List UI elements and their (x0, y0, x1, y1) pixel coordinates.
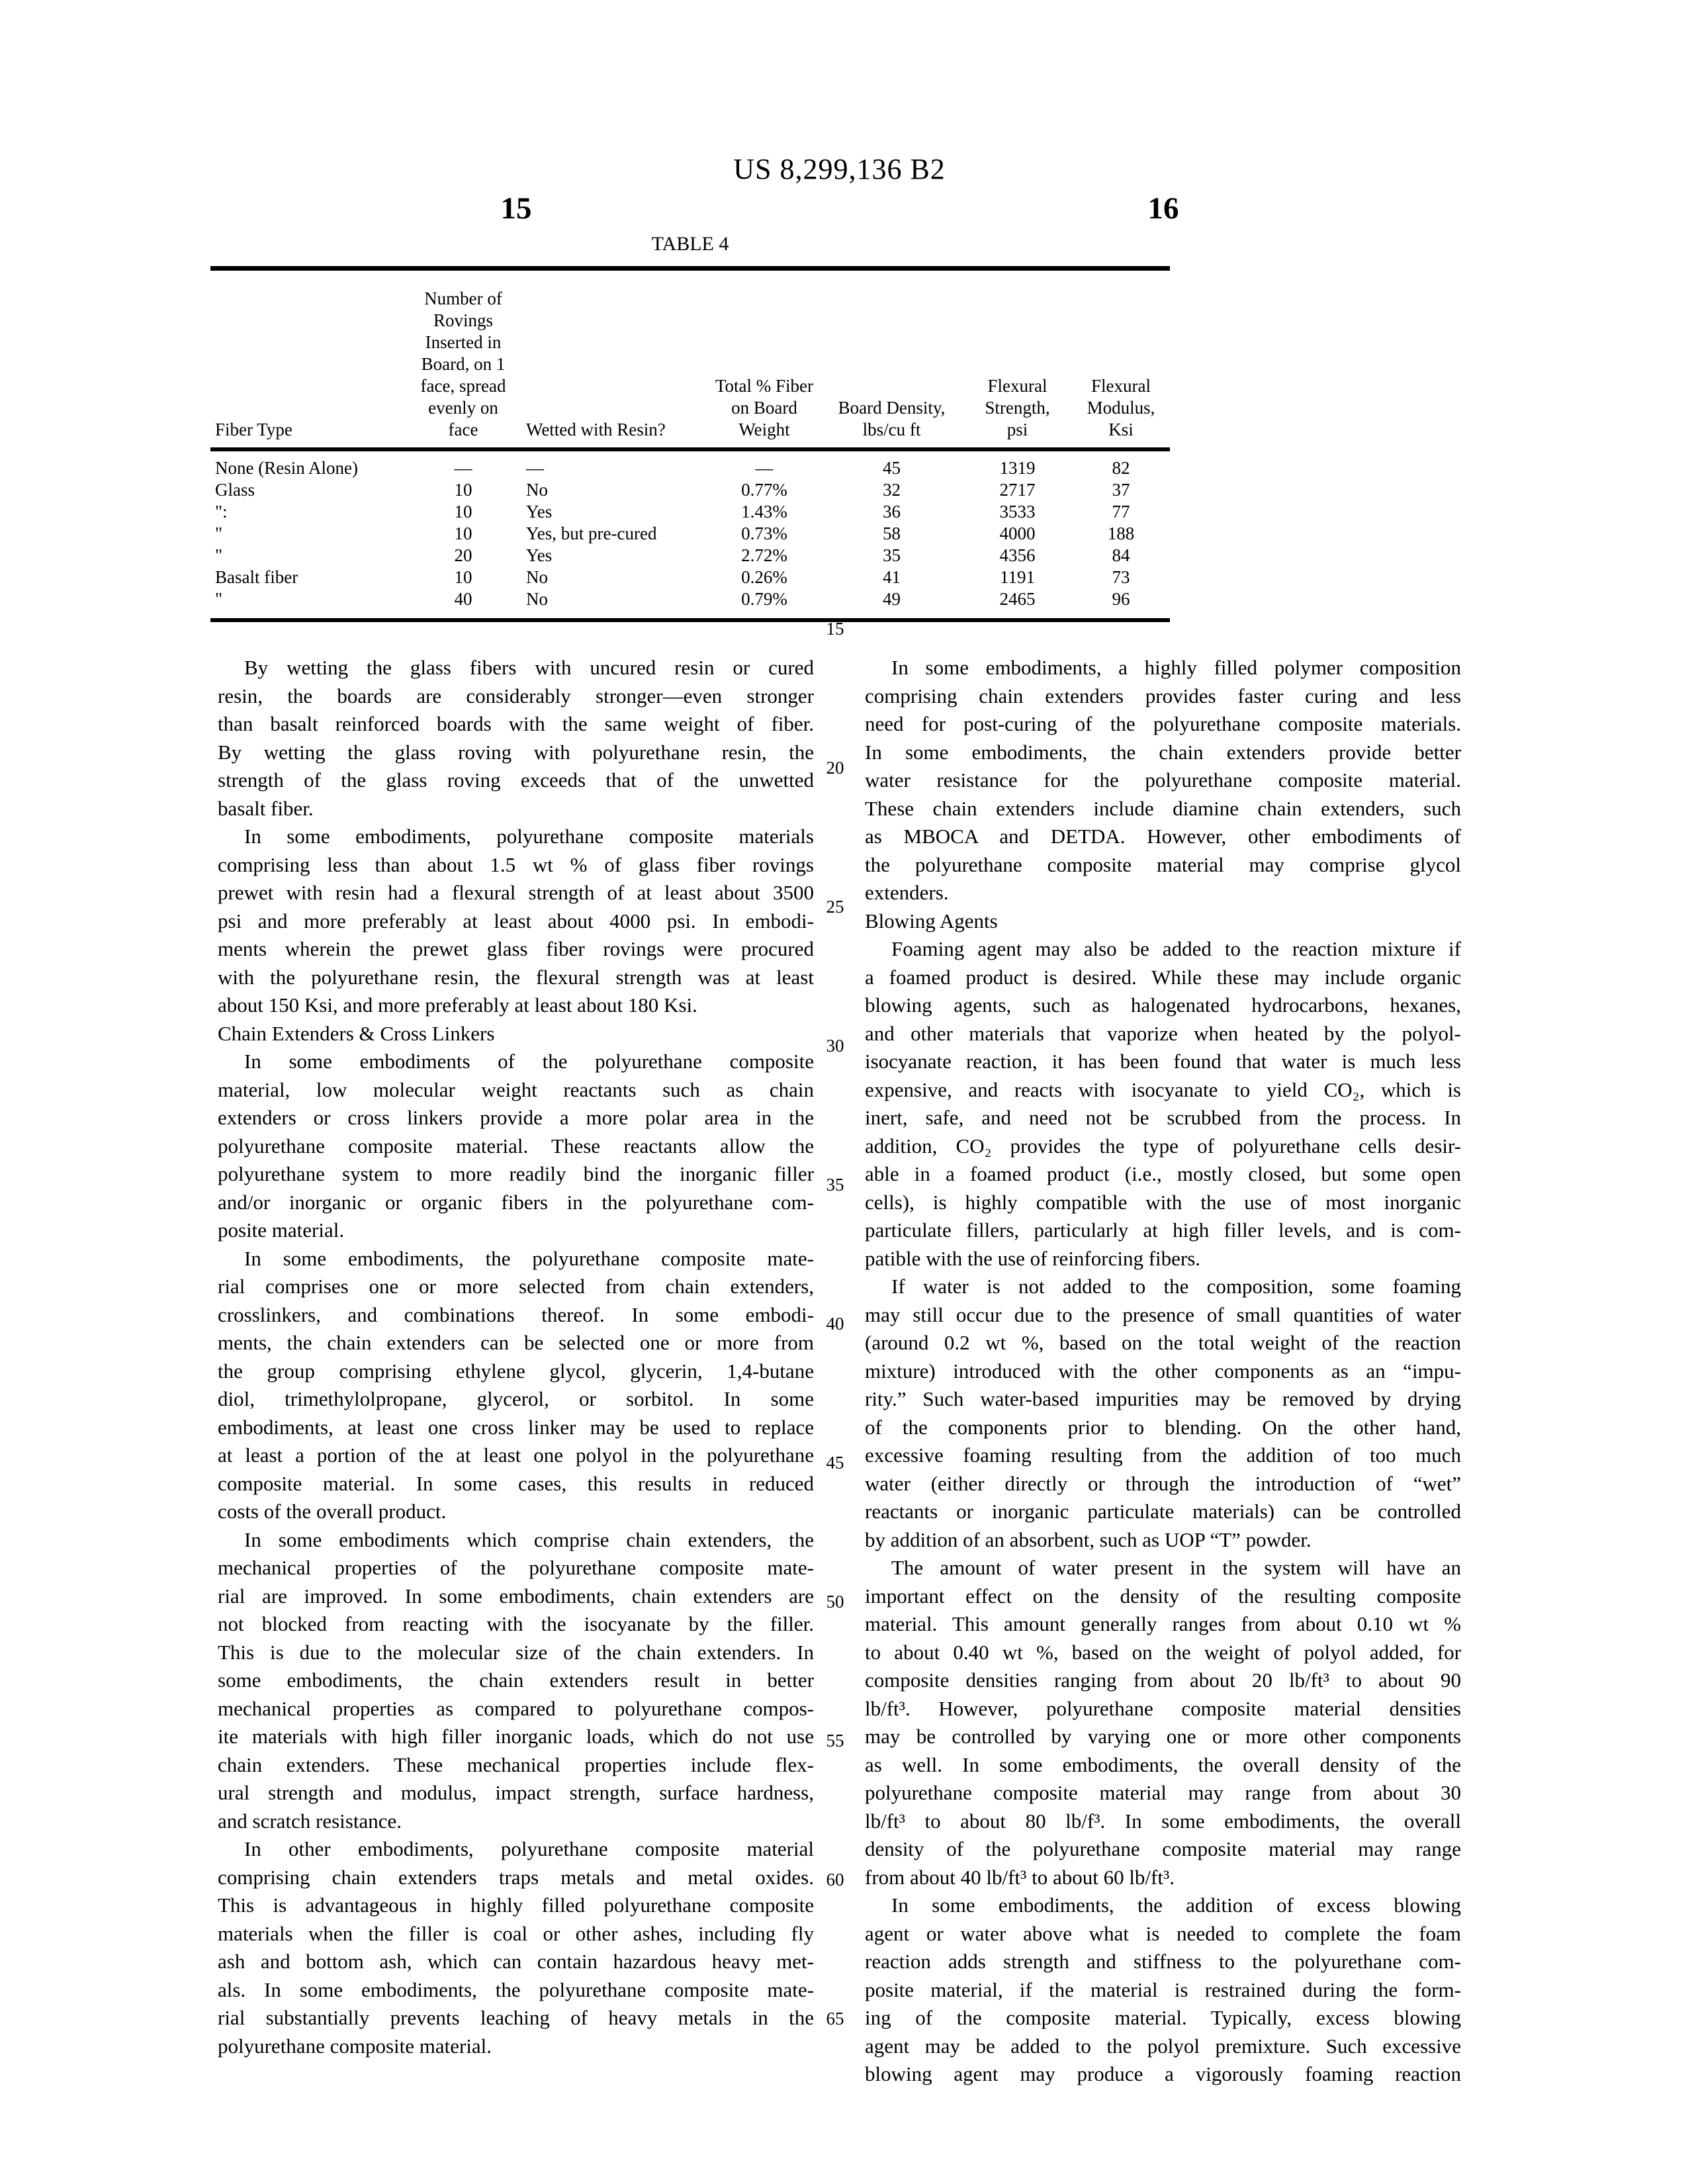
table-row (210, 567, 1170, 588)
text-line: comprising less than about 1.5 wt % of glass fiber rovings (218, 852, 814, 876)
text-line: ing of the composite material. Typically, excess blowing (865, 2006, 1461, 2029)
table-cell: 1.43% (741, 502, 787, 522)
text-line: crosslinkers, and combinations thereof. In some embodi- (218, 1302, 814, 1326)
text-line: not blocked from reacting with the isocyanate by the filler. (218, 1612, 814, 1635)
gutter-line-number: 55 (826, 1731, 844, 1751)
table-title: TABLE 4 (651, 233, 729, 255)
text-line: This is due to the molecular size of the chain extenders. In (218, 1640, 814, 1664)
text-line: costs of the overall product. (218, 1500, 447, 1523)
text-line: as well. In some embodiments, the overall density of the (865, 1752, 1461, 1776)
table-cell: — (454, 458, 472, 478)
text-line: need for post-curing of the polyurethane composite materials. (865, 712, 1461, 735)
table-cell: Yes (526, 545, 553, 565)
table-cell: No (526, 567, 548, 587)
table-cell: 32 (883, 480, 901, 500)
text-line: chain extenders. These mechanical properties include flex- (218, 1752, 814, 1776)
text-line: Chain Extenders & Cross Linkers (218, 1021, 495, 1045)
text-line: diol, trimethylolpropane, glycerol, or sorbitol. In some (218, 1387, 814, 1410)
table-cell: 96 (1112, 589, 1130, 609)
table-cell: Yes (526, 502, 553, 522)
text-line: important effect on the density of the resulting composite (865, 1584, 1461, 1608)
text-line: and other materials that vaporize when heated by the polyol- (865, 1021, 1461, 1045)
gutter-line-number: 60 (826, 1870, 844, 1889)
table-row (210, 523, 1170, 545)
table-cell: 20 (454, 545, 472, 565)
table-cell: 35 (883, 545, 901, 565)
text-line: of the components prior to blending. On the other hand, (865, 1415, 1461, 1439)
text-line: ite materials with high filler inorganic loads, which do not use (218, 1725, 814, 1748)
text-line: composite material. In some cases, this results in reduced (218, 1471, 814, 1495)
table-cell: 82 (1112, 458, 1130, 478)
table-cell: 188 (1107, 523, 1135, 543)
table-4 (210, 233, 1170, 622)
text-column-left (218, 654, 814, 2060)
table-cell: 36 (883, 502, 901, 522)
text-line: ments wherein the prewet glass fiber rovings were procured (218, 937, 814, 960)
patent-number: US 8,299,136 B2 (733, 153, 946, 185)
text-line: In some embodiments, the polyurethane composite mate- (244, 1246, 814, 1270)
text-line: In some embodiments of the polyurethane composite (244, 1050, 814, 1073)
table-cell: 2717 (999, 480, 1036, 500)
text-line: materials when the filler is coal or other ashes, including fly (218, 1921, 814, 1945)
text-line: density of the polyurethane composite material may range (865, 1837, 1461, 1860)
text-line: basalt fiber. (218, 796, 314, 820)
text-line: polyurethane composite material. (218, 2034, 492, 2058)
text-line: In some embodiments, the addition of excess blowing (891, 1893, 1461, 1917)
text-line: comprising chain extenders traps metals and metal oxides. (218, 1865, 814, 1889)
table-cell: 40 (454, 589, 472, 609)
text-line: posite material. (218, 1218, 345, 1242)
text-line: and/or inorganic or organic fibers in the polyurethane com- (218, 1190, 814, 1214)
gutter-line-number: 65 (826, 2009, 844, 2028)
column-number-left: 15 (500, 191, 532, 226)
table-cell: 49 (883, 589, 901, 609)
text-line: water resistance for the polyurethane composite material. (865, 768, 1461, 792)
table-cell: 10 (454, 567, 472, 587)
text-line: This is advantageous in highly filled polyurethane composite (218, 1893, 814, 1917)
text-line: able in a foamed product (i.e., mostly closed, but some open (865, 1162, 1461, 1185)
text-line: agent may be added to the polyol premixture. Such excessive (865, 2034, 1461, 2058)
table-header-cell: Board Density, lbs/cu ft (838, 398, 946, 439)
text-line: extenders. (865, 881, 949, 904)
text-line: By wetting the glass roving with polyurethane resin, the (218, 740, 814, 764)
table-header-cell: Number of Rovings Inserted in Board, on 1 face, spread evenly on face (420, 289, 506, 439)
table-cell: 0.79% (741, 589, 787, 609)
text-line: In some embodiments, the chain extenders provide better (865, 740, 1461, 764)
text-column-right (865, 654, 1461, 2089)
text-line: than basalt reinforced boards with the same weight of fiber. (218, 712, 814, 735)
text-line: expensive, and reacts with isocyanate to yield CO₂, which is (865, 1077, 1461, 1101)
text-line: rity.” Such water-based impurities may be removed by drying (865, 1387, 1461, 1410)
table-cell: 1319 (999, 458, 1036, 478)
table-cell: " (215, 523, 223, 543)
text-line: excessive foaming resulting from the addition of too much (865, 1443, 1461, 1467)
text-line: polyurethane composite material. These reactants allow the (218, 1134, 814, 1158)
text-line: rial are improved. In some embodiments, chain extenders are (218, 1584, 814, 1608)
text-line: at least a portion of the at least one polyol in the polyurethane (218, 1443, 814, 1467)
text-line: embodiments, at least one cross linker may be used to replace (218, 1415, 814, 1439)
text-line: water (either directly or through the introduction of “wet” (865, 1471, 1461, 1495)
table-cell: 41 (883, 567, 901, 587)
gutter-line-number: 15 (826, 619, 844, 639)
table-row (210, 545, 1170, 567)
table-cell: 84 (1112, 545, 1130, 565)
text-line: mechanical properties of the polyurethane composite mate- (218, 1556, 814, 1579)
table-cell: 3533 (999, 502, 1036, 522)
table-header-row (210, 271, 1170, 447)
text-line: mixture) introduced with the other components as an “impu- (865, 1359, 1461, 1383)
text-line: ash and bottom ash, which can contain hazardous heavy met- (218, 1950, 814, 1973)
table-rule-bottom (210, 618, 1170, 622)
text-line: If water is not added to the composition, some foaming (891, 1275, 1461, 1298)
text-line: psi and more preferably at least about 4000 psi. In embodi- (218, 909, 814, 933)
table-cell: 58 (883, 523, 901, 543)
text-line: and scratch resistance. (218, 1809, 402, 1833)
table-body (210, 451, 1170, 618)
text-line: some embodiments, the chain extenders result in better (218, 1668, 814, 1692)
gutter-line-number: 35 (826, 1175, 844, 1195)
text-line: als. In some embodiments, the polyurethane composite mate- (218, 1978, 814, 2001)
text-line: In some embodiments, polyurethane composite materials (244, 825, 814, 848)
text-line: ments, the chain extenders can be selected one or more from (218, 1331, 814, 1354)
text-line: to about 0.40 wt %, based on the weight of polyol added, for (865, 1640, 1461, 1664)
text-line: about 150 Ksi, and more preferably at least about 180 Ksi. (218, 993, 697, 1017)
text-line: reactants or inorganic particulate materials) can be controlled (865, 1500, 1461, 1523)
text-line: Foaming agent may also be added to the reaction mixture if (891, 937, 1461, 960)
text-line: material. This amount generally ranges from about 0.10 wt % (865, 1612, 1461, 1635)
table-cell: — (526, 458, 544, 478)
table-cell: No (526, 589, 548, 609)
text-line: may be controlled by varying one or more other components (865, 1725, 1461, 1748)
text-line: In some embodiments which comprise chain extenders, the (244, 1527, 814, 1551)
table-row (210, 501, 1170, 523)
text-line: rial comprises one or more selected from chain extenders, (218, 1275, 814, 1298)
table-cell: 10 (454, 523, 472, 543)
text-line: lb/ft³. However, polyurethane composite material densities (865, 1696, 1461, 1720)
text-line: the group comprising ethylene glycol, glycerin, 1,4-butane (218, 1359, 814, 1383)
text-line: (around 0.2 wt %, based on the total weight of the reaction (865, 1331, 1461, 1354)
table-row (210, 588, 1170, 610)
text-line: cells), is highly compatible with the use of most inorganic (865, 1190, 1461, 1214)
table-cell: Glass (215, 480, 255, 500)
table-cell: 77 (1112, 502, 1130, 522)
text-line: patible with the use of reinforcing fibers. (865, 1246, 1201, 1270)
text-line: blowing agent may produce a vigorously foaming reaction (865, 2062, 1461, 2085)
table-cell: Basalt fiber (215, 567, 298, 587)
table-cell: " (215, 545, 223, 565)
text-line: Blowing Agents (865, 909, 998, 933)
table-header-cell: Wetted with Resin? (526, 420, 666, 439)
text-line: with the polyurethane resin, the flexural strength was at least (218, 965, 814, 989)
text-line: The amount of water present in the system will have an (891, 1556, 1461, 1579)
table-header-cell: Total % Fiber on Board Weight (715, 376, 814, 439)
gutter-line-number: 25 (826, 897, 844, 917)
table-cell: 10 (454, 480, 472, 500)
table-cell: — (755, 458, 774, 478)
text-line: composite densities ranging from about 20 lb/ft³ to about 90 (865, 1668, 1461, 1692)
text-line: extenders or cross linkers provide a more polar area in the (218, 1106, 814, 1129)
text-line: rial substantially prevents leaching of heavy metals in the (218, 2006, 814, 2029)
text-line: the polyurethane composite material may comprise glycol (865, 852, 1461, 876)
table-cell: 4356 (999, 545, 1036, 565)
table-cell: 0.26% (741, 567, 787, 587)
table-rule-top (210, 266, 1170, 271)
text-line: posite material, if the material is restrained during the form- (865, 1978, 1461, 2001)
table-cell: Yes, but pre-cured (526, 523, 657, 543)
text-line: inert, safe, and need not be scrubbed from the process. In (865, 1106, 1461, 1129)
table-cell: ": (215, 502, 228, 522)
text-line: lb/ft³ to about 80 lb/f³. In some embodiments, the overall (865, 1809, 1461, 1833)
text-line: These chain extenders include diamine chain extenders, such (865, 796, 1461, 820)
text-line: as MBOCA and DETDA. However, other embodiments of (865, 825, 1461, 848)
text-line: polyurethane composite material may range from about 30 (865, 1781, 1461, 1804)
text-line: prewet with resin had a flexural strength of at least about 3500 (218, 881, 814, 904)
text-line: addition, CO₂ provides the type of polyurethane cells desir- (865, 1134, 1461, 1158)
text-line: By wetting the glass fibers with uncured resin or cured (244, 656, 814, 679)
table-header-cell: Flexural Strength, psi (985, 376, 1050, 439)
text-line: mechanical properties as compared to polyurethane compos- (218, 1696, 814, 1720)
text-line: material, low molecular weight reactants such as chain (218, 1077, 814, 1101)
table-header-cell: Flexural Modulus, Ksi (1087, 376, 1155, 439)
table-cell: " (215, 589, 223, 609)
text-line: resin, the boards are considerably stronger—even stronger (218, 684, 814, 707)
text-line: particulate fillers, particularly at high filler levels, and is com- (865, 1218, 1461, 1242)
text-line: may still occur due to the presence of small quantities of water (865, 1302, 1461, 1326)
table-cell: 0.73% (741, 523, 787, 543)
table-cell: 1191 (1000, 567, 1035, 587)
column-number-right: 16 (1147, 191, 1179, 226)
text-line: polyurethane system to more readily bind the inorganic filler (218, 1162, 814, 1185)
text-line: isocyanate reaction, it has been found that water is much less (865, 1050, 1461, 1073)
gutter-line-number: 30 (826, 1036, 844, 1056)
text-line: blowing agents, such as halogenated hydrocarbons, hexanes, (865, 993, 1461, 1017)
table-header-cell: Fiber Type (215, 420, 292, 439)
table-cell: 73 (1112, 567, 1130, 587)
table-row (210, 457, 1170, 479)
table-cell: 10 (454, 502, 472, 522)
text-line: a foamed product is desired. While these may include organic (865, 965, 1461, 989)
table-row (210, 479, 1170, 501)
table-cell: No (526, 480, 548, 500)
gutter-line-number: 40 (826, 1314, 844, 1334)
gutter-line-number: 50 (826, 1592, 844, 1612)
gutter-line-number: 20 (826, 758, 844, 778)
table-cell: 2465 (999, 589, 1036, 609)
table-cell: 2.72% (741, 545, 787, 565)
text-line: from about 40 lb/ft³ to about 60 lb/ft³. (865, 1865, 1175, 1889)
text-line: In some embodiments, a highly filled polymer composition (891, 656, 1461, 679)
table-cell: 0.77% (741, 480, 787, 500)
table-cell: 37 (1112, 480, 1130, 500)
table-cell: 45 (883, 458, 901, 478)
table-cell: 4000 (999, 523, 1036, 543)
text-line: In other embodiments, polyurethane composite material (244, 1837, 814, 1860)
text-line: reaction adds strength and stiffness to the polyurethane com- (865, 1950, 1461, 1973)
text-line: strength of the glass roving exceeds that of the unwetted (218, 768, 814, 792)
text-line: agent or water above what is needed to complete the foam (865, 1921, 1461, 1945)
table-cell: None (Resin Alone) (215, 458, 358, 478)
gutter-line-number: 45 (826, 1453, 844, 1473)
text-line: ural strength and modulus, impact strength, surface hardness, (218, 1781, 814, 1804)
text-line: by addition of an absorbent, such as UOP “T” powder. (865, 1527, 1312, 1551)
text-line: comprising chain extenders provides faster curing and less (865, 684, 1461, 707)
